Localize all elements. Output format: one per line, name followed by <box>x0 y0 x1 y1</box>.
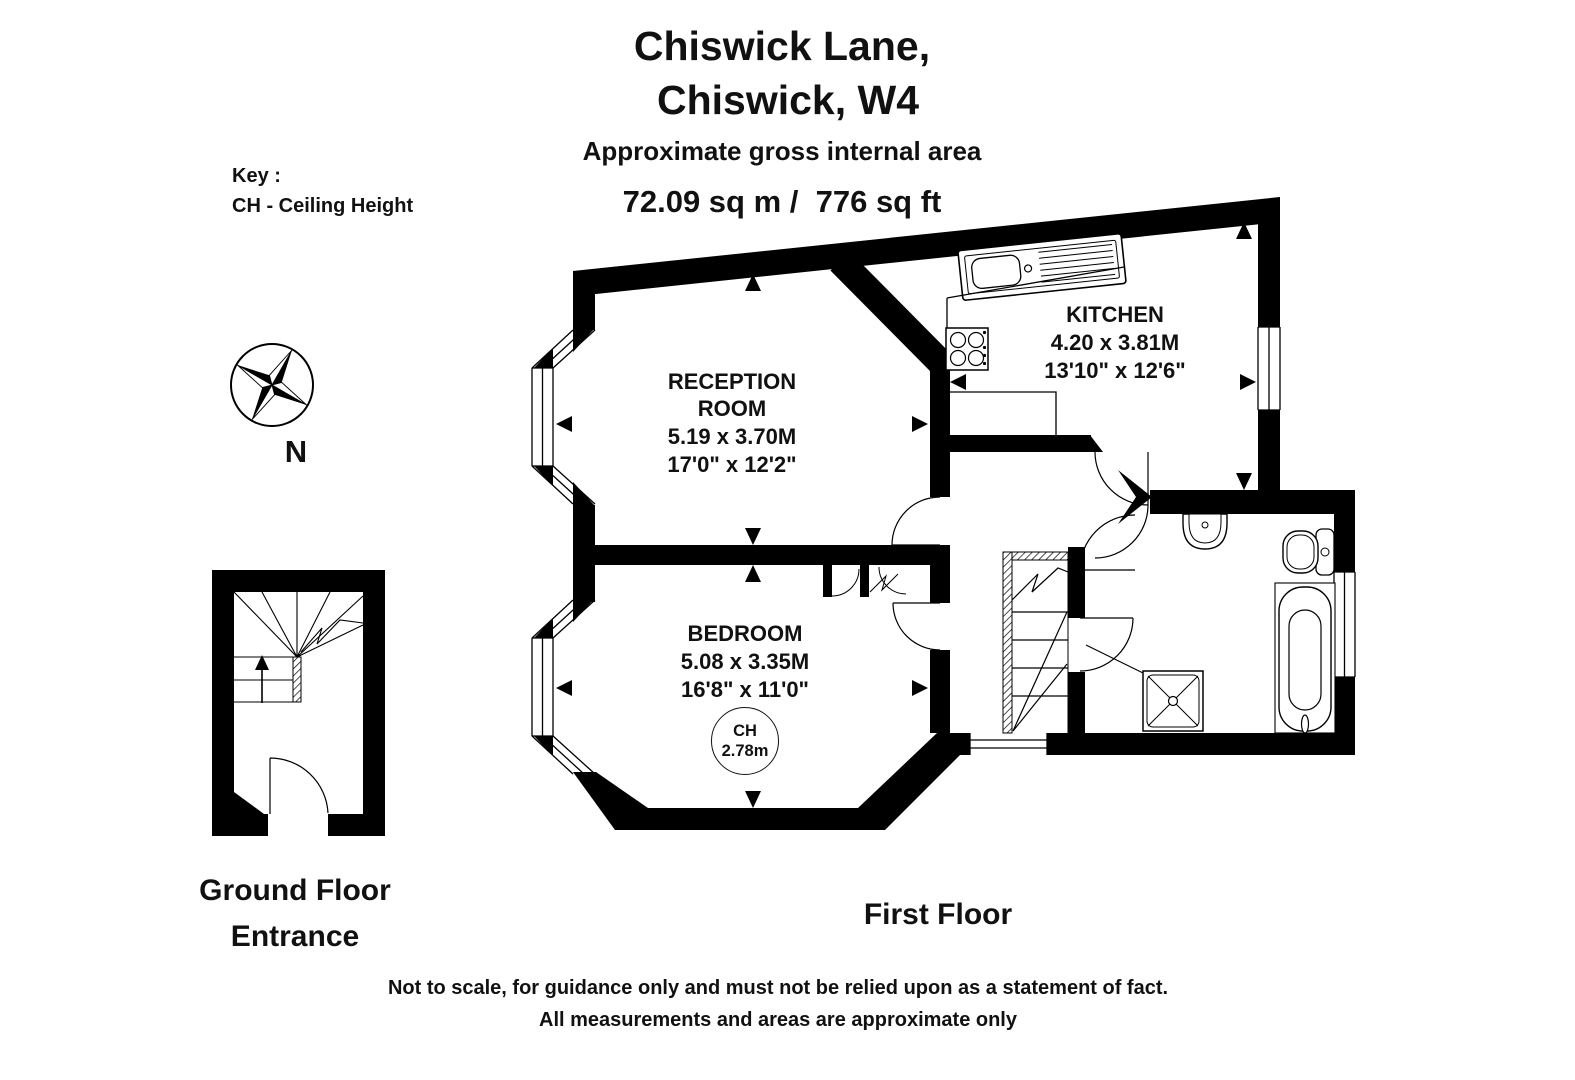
entrance-door-icon <box>270 758 328 814</box>
reception-room-name-line1: RECEPTION <box>667 369 797 394</box>
kitchen-door-icon <box>1095 452 1148 558</box>
kitchen-imperial: 13'10" x 12'6" <box>1044 358 1186 383</box>
bedroom-imperial: 16'8" x 11'0" <box>681 677 809 702</box>
bathroom-window-icon <box>1334 572 1355 677</box>
stove-icon <box>946 328 988 370</box>
bathroom-door-icon <box>1080 618 1133 671</box>
staircase-ground-floor <box>234 592 363 703</box>
first-floor-label: First Floor <box>863 898 1013 931</box>
ground-floor-label-line2: Entrance <box>230 920 360 953</box>
reception-room-name-line2: ROOM <box>697 396 767 421</box>
page-title-line1: Chiswick Lane, <box>633 23 931 69</box>
reception-room-imperial: 17'0" x 12'2" <box>667 452 797 477</box>
first-floor-walls <box>534 197 1355 830</box>
disclaimer-line2: All measurements and areas are approximate only <box>539 1009 1017 1031</box>
bedroom-metric: 5.08 x 3.35M <box>680 649 810 674</box>
bathroom-fixtures <box>1086 506 1335 733</box>
hall-door-icon <box>1080 515 1135 570</box>
toilet-icon <box>1283 529 1334 575</box>
kitchen-window-icon <box>1258 327 1280 410</box>
bathtub-icon <box>1275 583 1335 733</box>
north-label: N <box>284 434 308 469</box>
bedroom-name: BEDROOM <box>687 621 803 646</box>
staircase-first-floor <box>1003 552 1068 733</box>
page-subtitle: Approximate gross internal area <box>582 136 982 166</box>
reception-bay-window-icon <box>532 330 595 504</box>
compass-rose-icon <box>231 344 313 426</box>
ceiling-height-label: CH <box>733 722 757 740</box>
reception-room-metric: 5.19 x 3.70M <box>667 424 797 449</box>
kitchen-name: KITCHEN <box>1066 302 1164 327</box>
bedroom-door-icon <box>870 574 940 650</box>
landing-window-icon <box>970 733 1047 755</box>
disclaimer-line1: Not to scale, for guidance only and must not be relied upon as a statement of fact. <box>387 977 1169 999</box>
page-title-line2: Chiswick, W4 <box>656 77 920 123</box>
key-item-ceiling-height: CH - Ceiling Height <box>232 195 414 217</box>
ground-floor-label-line1: Ground Floor <box>199 874 391 907</box>
ground-floor-plan <box>212 570 385 836</box>
reception-door-icon <box>892 497 940 545</box>
kitchen-metric: 4.20 x 3.81M <box>1050 330 1180 355</box>
shower-icon <box>1086 645 1203 731</box>
ceiling-height-value: 2.78m <box>721 742 769 760</box>
ceiling-height-badge <box>711 707 779 775</box>
key-heading: Key : <box>232 165 281 187</box>
gross-internal-area: 72.09 sq m / 776 sq ft <box>622 184 942 219</box>
